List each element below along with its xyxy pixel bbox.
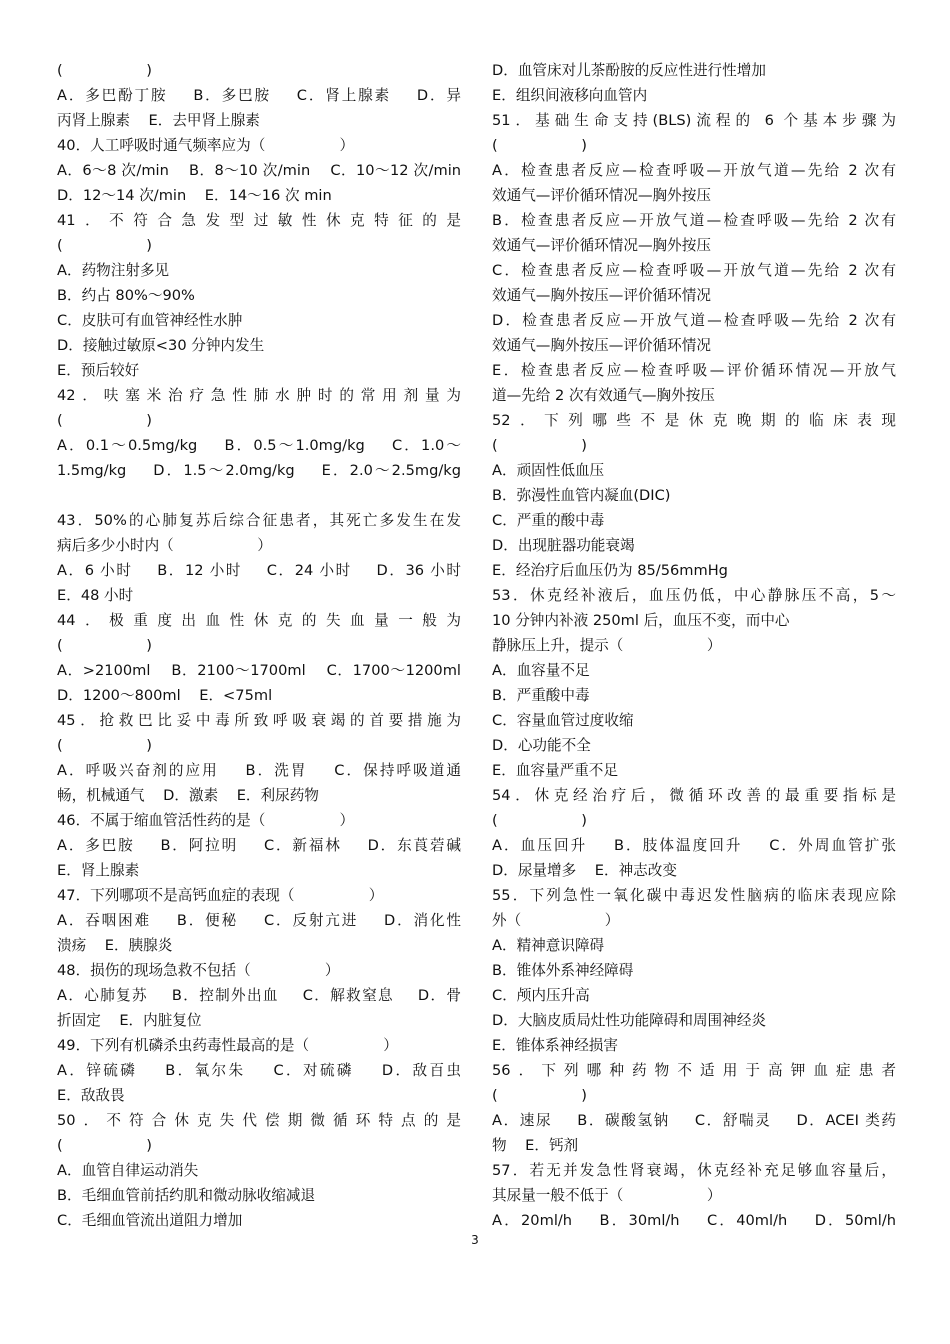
text-line: B．严重酸中毒 bbox=[492, 687, 590, 704]
text-line: 46．不属于缩血管活性药的是（ ） bbox=[57, 812, 355, 829]
text-line: A．药物注射多见 bbox=[57, 262, 170, 279]
text-line: 47．下列哪项不是高钙血症的表现（ ） bbox=[57, 887, 384, 904]
text-line: 溃疡 E．胰腺炎 bbox=[57, 937, 173, 954]
text-line: C．毛细血管流出道阻力增加 bbox=[57, 1212, 243, 1229]
text-line: D．大脑皮质局灶性功能障碍和周围神经炎 bbox=[492, 1012, 766, 1029]
page-number: 3 bbox=[471, 1233, 479, 1247]
text-line: E．48 小时 bbox=[57, 587, 134, 604]
text-line: 物 E．钙剂 bbox=[492, 1137, 579, 1154]
text-line bbox=[57, 483, 461, 508]
text-line: ( ) bbox=[57, 1137, 152, 1154]
text-line: A．心肺复苏 B．控制外出血 C．解救窒息 D．骨 bbox=[57, 987, 461, 1004]
text-line: 畅，机械通气 D．激素 E．利尿药物 bbox=[57, 787, 319, 804]
text-line: 43．50%的心肺复苏后综合征患者，其死亡多发生在发 bbox=[57, 512, 461, 529]
text-line: 10 分钟内补液 250ml 后，血压不变，而中心 bbox=[492, 612, 790, 629]
text-line: 44．极重度出血性休克的失血量一般为 bbox=[57, 612, 461, 629]
text-line: 56．下列哪种药物不适用于高钾血症患者 bbox=[492, 1062, 896, 1079]
text-line: E．组织间液移向血管内 bbox=[492, 87, 648, 104]
text-line: 45．抢救巴比妥中毒所致呼吸衰竭的首要措施为 bbox=[57, 712, 461, 729]
text-line: A．多巴胺 B．阿拉明 C．新福林 D．东莨菪碱 bbox=[57, 837, 461, 854]
text-line: D．心功能不全 bbox=[492, 737, 591, 754]
text-line: B．检查患者反应—开放气道—检查呼吸—先给 2 次有 bbox=[492, 212, 896, 229]
text-line: E．经治疗后血压仍为 85/56mmHg bbox=[492, 562, 728, 579]
text-line: C．检查患者反应—检查呼吸—开放气道—先给 2 次有 bbox=[492, 262, 896, 279]
text-line: 42．呋塞米治疗急性肺水肿时的常用剂量为 bbox=[57, 387, 461, 404]
text-line: 41．不符合急发型过敏性休克特征的是 bbox=[57, 212, 461, 229]
text-line: A．多巴酚丁胺 B．多巴胺 C．肾上腺素 D．异 bbox=[57, 87, 461, 104]
text-line: D．出现脏器功能衰竭 bbox=[492, 537, 635, 554]
text-line: A．精神意识障碍 bbox=[492, 937, 605, 954]
text-line: E．锥体系神经损害 bbox=[492, 1037, 618, 1054]
text-line: A．锌硫磷 B．氧尔朱 C．对硫磷 D．敌百虫 bbox=[57, 1062, 461, 1079]
left-column bbox=[57, 58, 461, 1233]
text-line: E．敌敌畏 bbox=[57, 1087, 125, 1104]
text-line: A．血管自律运动消失 bbox=[57, 1162, 199, 1179]
text-line: D．血管床对儿茶酚胺的反应性进行性增加 bbox=[492, 62, 766, 79]
text-line: ( ) bbox=[492, 137, 587, 154]
text-line: E．检查患者反应—检查呼吸—评价循环情况—开放气 bbox=[492, 362, 896, 379]
text-line: A．顽固性低血压 bbox=[492, 462, 605, 479]
text-line: D．1200～800ml E．<75ml bbox=[57, 687, 273, 704]
text-line: 外（ ） bbox=[492, 912, 620, 929]
text-line: C．严重的酸中毒 bbox=[492, 512, 605, 529]
text-line: A．>2100ml B．2100～1700ml C．1700～1200ml bbox=[57, 662, 461, 679]
text-line: A．检查患者反应—检查呼吸—开放气道—先给 2 次有 bbox=[492, 162, 896, 179]
text-line: A．速尿 B．碳酸氢钠 C．舒喘灵 D．ACEI 类药 bbox=[492, 1112, 896, 1129]
text-line: 折固定 E．内脏复位 bbox=[57, 1012, 202, 1029]
text-line: 效通气—评价循环情况—胸外按压 bbox=[492, 237, 711, 254]
text-line: A．6 小时 B．12 小时 C．24 小时 D．36 小时 bbox=[57, 562, 461, 579]
text-line: ( ) bbox=[492, 812, 587, 829]
text-line: 50．不符合休克失代偿期微循环特点的是 bbox=[57, 1112, 461, 1129]
text-line: A．吞咽困难 B．便秘 C．反射亢进 D．消化性 bbox=[57, 912, 461, 929]
text-line: 40．人工呼吸时通气频率应为（ ） bbox=[57, 137, 355, 154]
text-line: 其尿量一般不低于（ ） bbox=[492, 1187, 722, 1204]
text-line: ( ) bbox=[57, 412, 152, 429]
text-line: 49．下列有机磷杀虫药毒性最高的是（ ） bbox=[57, 1037, 398, 1054]
text-line: ( ) bbox=[57, 237, 152, 254]
text-line: 静脉压上升，提示（ ） bbox=[492, 637, 722, 654]
text-line: 效通气—胸外按压—评价循环情况 bbox=[492, 287, 711, 304]
text-line: D．尿量增多 E．神志改变 bbox=[492, 862, 677, 879]
text-line: E．血容量严重不足 bbox=[492, 762, 618, 779]
text-line: 1.5mg/kg D．1.5～2.0mg/kg E．2.0～2.5mg/kg bbox=[57, 462, 461, 479]
text-line: 57．若无并发急性肾衰竭，休克经补充足够血容量后， bbox=[492, 1162, 896, 1179]
text-line: E．肾上腺素 bbox=[57, 862, 140, 879]
text-line: C．容量血管过度收缩 bbox=[492, 712, 634, 729]
text-line: 55．下列急性一氧化碳中毒迟发性脑病的临床表现应除 bbox=[492, 887, 896, 904]
text-line: D．12～14 次/min E．14～16 次 min bbox=[57, 187, 332, 204]
text-line: A．6～8 次/min B．8～10 次/min C．10～12 次/min bbox=[57, 162, 461, 179]
text-line: 效通气—胸外按压—评价循环情况 bbox=[492, 337, 711, 354]
text-line: A．呼吸兴奋剂的应用 B．洗胃 C．保持呼吸道通 bbox=[57, 762, 461, 779]
text-line: 54．休克经治疗后，微循环改善的最重要指标是 bbox=[492, 787, 896, 804]
text-line: B．弥漫性血管内凝血(DIC) bbox=[492, 487, 671, 504]
text-line: B．毛细血管前括约肌和微动脉收缩减退 bbox=[57, 1187, 316, 1204]
text-line: D．检查患者反应—开放气道—检查呼吸—先给 2 次有 bbox=[492, 312, 896, 329]
text-line: 48．损伤的现场急救不包括（ ） bbox=[57, 962, 340, 979]
text-line: 道—先给 2 次有效通气—胸外按压 bbox=[492, 387, 715, 404]
text-line: A．血容量不足 bbox=[492, 662, 590, 679]
text-line: 病后多少小时内（ ） bbox=[57, 537, 272, 554]
text-line: ( ) bbox=[492, 437, 587, 454]
text-line: B．锥体外系神经障碍 bbox=[492, 962, 634, 979]
text-line: ( ) bbox=[492, 1087, 587, 1104]
text-line: ( ) bbox=[57, 62, 152, 79]
text-line: B．约占 80%～90% bbox=[57, 287, 195, 304]
text-line: ( ) bbox=[57, 737, 152, 754]
text-line: ( ) bbox=[57, 637, 152, 654]
text-line: A．0.1～0.5mg/kg B．0.5～1.0mg/kg C．1.0～ bbox=[57, 437, 461, 454]
text-line: 51．基础生命支持(BLS)流程的 6 个基本步骤为 bbox=[492, 112, 896, 129]
text-line: C．颅内压升高 bbox=[492, 987, 590, 1004]
text-line: 52．下列哪些不是休克晚期的临床表现 bbox=[492, 412, 896, 429]
text-line: 效通气—评价循环情况—胸外按压 bbox=[492, 187, 711, 204]
text-line: A．20ml/h B．30ml/h C．40ml/h D．50ml/h bbox=[492, 1212, 896, 1229]
text-line: D．接触过敏原<30 分钟内发生 bbox=[57, 337, 265, 354]
text-line: 53．休克经补液后，血压仍低，中心静脉压不高，5～ bbox=[492, 587, 896, 604]
right-column bbox=[492, 58, 896, 1233]
text-line: A．血压回升 B．肢体温度回升 C．外周血管扩张 bbox=[492, 837, 896, 854]
text-line: C．皮肤可有血管神经性水肿 bbox=[57, 312, 243, 329]
text-line: E．预后较好 bbox=[57, 362, 140, 379]
text-line: 丙肾上腺素 E．去甲肾上腺素 bbox=[57, 112, 260, 129]
